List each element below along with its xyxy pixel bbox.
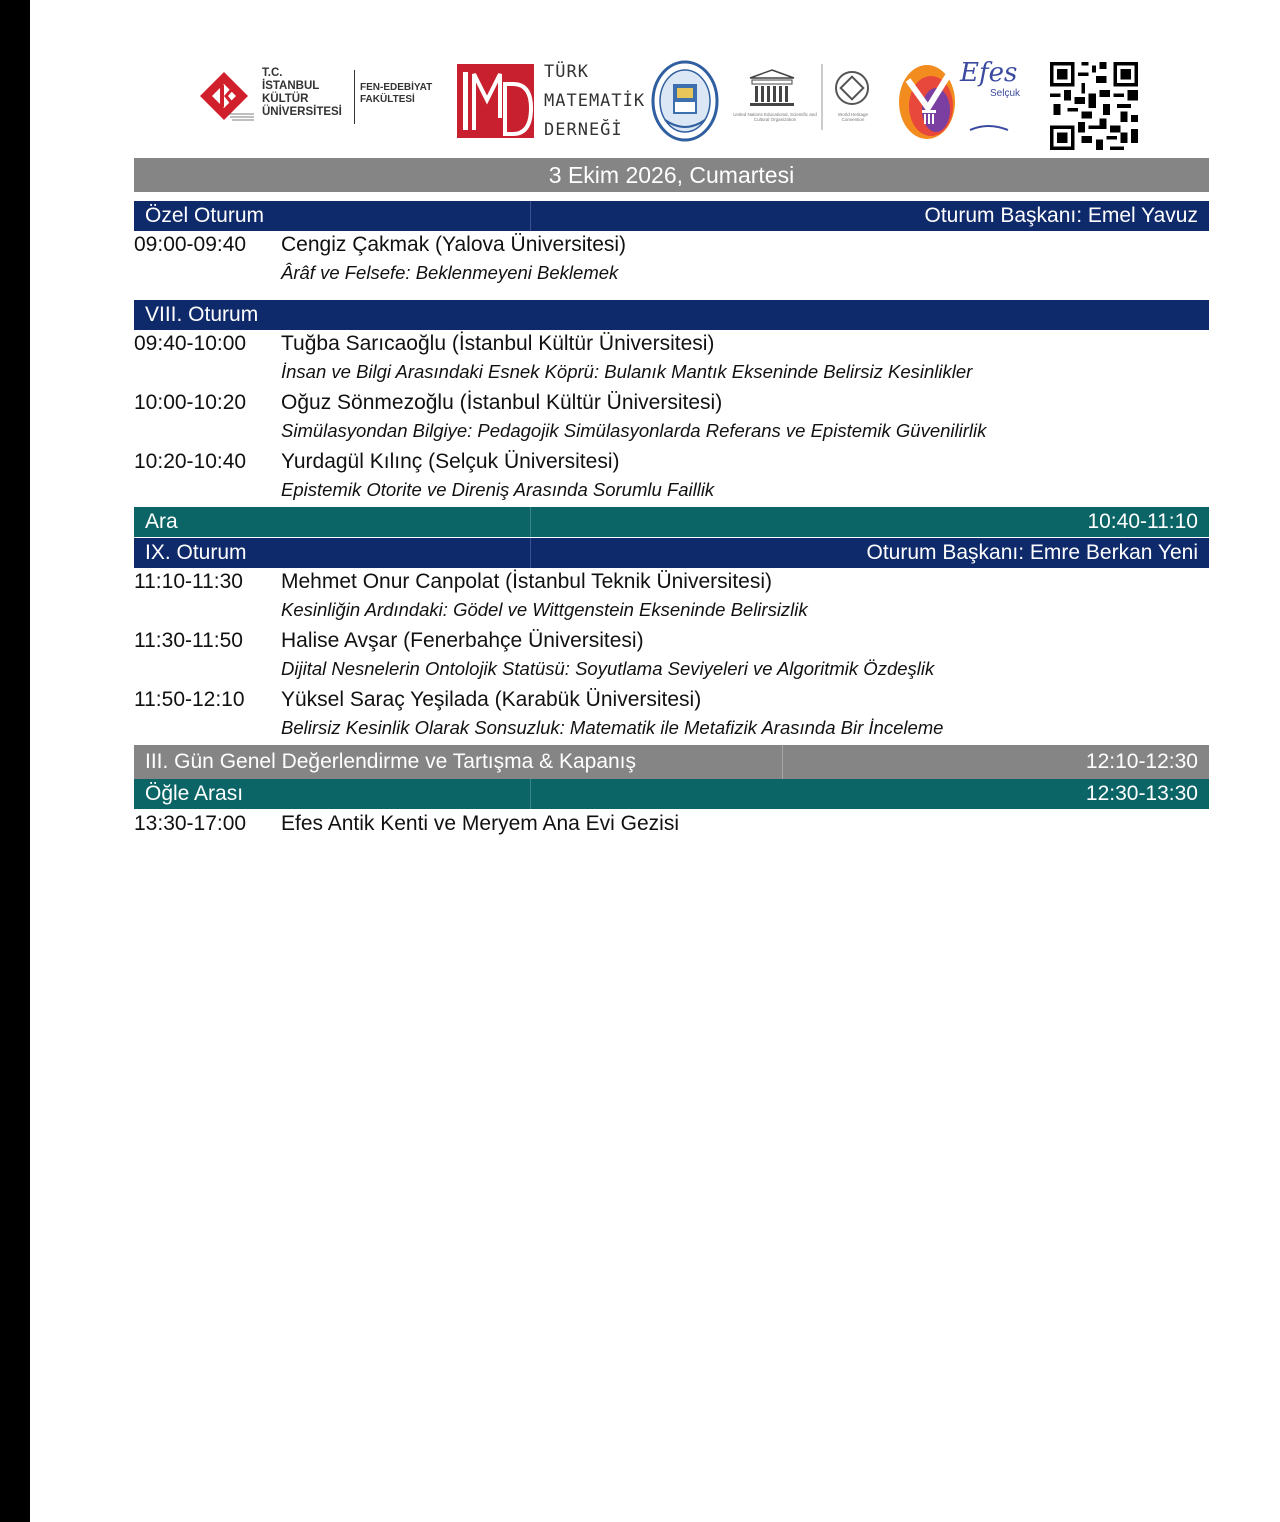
logo-strip <box>30 0 1280 158</box>
excursion-row <box>134 809 1209 839</box>
talk-time: 10:20-10:40 <box>134 450 247 473</box>
excursion-time: 13:30-17:00 <box>134 812 247 835</box>
university-seal-icon <box>651 60 719 142</box>
iku-line2: İSTANBUL <box>262 80 320 92</box>
tmd-logo-text <box>544 58 654 145</box>
iku-line1: T.C. <box>262 67 283 79</box>
talk-row <box>134 568 1209 627</box>
excursion-label: Efes Antik Kenti ve Meryem Ana Evi Gezisi <box>281 812 679 835</box>
iku-logo-mark <box>198 70 256 122</box>
program-page <box>30 0 1280 1522</box>
session-chair: Oturum Başkanı: Emre Berkan Yeni <box>866 541 1198 564</box>
session-header-ix <box>134 538 1209 568</box>
talk-title: Simülasyondan Bilgiye: Pedagojik Simülasyonlarda Referans ve Epistemik Güvenilirlik <box>281 420 987 441</box>
talk-speaker: Tuğba Sarıcaoğlu (İstanbul Kültür Üniversitesi) <box>281 332 715 355</box>
tmd-line1: TÜRK <box>544 62 589 82</box>
talk-row <box>134 448 1209 507</box>
talk-title: Epistemik Otorite ve Direniş Arasında Sorumlu Faillik <box>281 479 715 500</box>
faculty-line1: FEN-EDEBİYAT <box>360 82 433 93</box>
talk-speaker: Mehmet Onur Canpolat (İstanbul Teknik Üniversitesi) <box>281 570 772 593</box>
iku-logo-text <box>262 67 362 119</box>
talk-title: Belirsiz Kesinlik Olarak Sonsuzluk: Matematik ile Metafizik Arasında Bir İnceleme <box>281 717 944 738</box>
talk-time: 10:00-10:20 <box>134 391 247 414</box>
break-time: 10:40-11:10 <box>1087 510 1198 533</box>
talk-time: 11:10-11:30 <box>134 570 243 593</box>
selcuk-logo-text: Selçuk <box>990 88 1021 99</box>
talk-time: 09:00-09:40 <box>134 233 247 256</box>
tmd-logo-mark <box>457 64 534 138</box>
faculty-line2: FAKÜLTESİ <box>360 94 415 105</box>
talk-speaker: Halise Avşar (Fenerbahçe Üniversitesi) <box>281 629 644 652</box>
efes-logo-text: Efes <box>960 58 1018 88</box>
lunch-label: Öğle Arası <box>145 782 244 805</box>
talk-row <box>134 330 1209 389</box>
talk-title: Dijital Nesnelerin Ontolojik Statüsü: Soyutlama Seviyeleri ve Algoritmik Özdeşlik <box>281 658 935 679</box>
break-bar <box>134 507 1209 537</box>
unesco-caption: United Nations Educational, Scientific and Cultural Organization <box>733 112 817 122</box>
session-name: IX. Oturum <box>145 541 247 564</box>
session-header-viii <box>134 300 1209 330</box>
talk-row <box>134 389 1209 448</box>
qr-code-icon[interactable] <box>1050 62 1138 150</box>
session-name: VIII. Oturum <box>145 303 259 326</box>
talk-speaker: Oğuz Sönmezoğlu (İstanbul Kültür Üniversitesi) <box>281 391 723 414</box>
talk-speaker: Yurdagül Kılınç (Selçuk Üniversitesi) <box>281 450 620 473</box>
lunch-time: 12:30-13:30 <box>1085 782 1198 805</box>
program-table <box>134 158 1209 839</box>
talk-row <box>134 686 1209 745</box>
talk-time: 09:40-10:00 <box>134 332 247 355</box>
talk-title: Kesinliğin Ardındaki: Gödel ve Wittgenstein Ekseninde Belirsizlik <box>281 599 808 620</box>
talk-speaker: Yüksel Saraç Yeşilada (Karabük Üniversitesi) <box>281 688 702 711</box>
talk-time: 11:50-12:10 <box>134 688 245 711</box>
iku-line4: ÜNİVERSİTESİ <box>262 106 342 118</box>
session-name: Özel Oturum <box>145 204 265 227</box>
whc-caption: World Heritage Convention <box>838 112 868 122</box>
faculty-logo-text <box>360 82 450 106</box>
closing-time: 12:10-12:30 <box>1085 750 1198 773</box>
iku-line3: KÜLTÜR <box>262 93 309 105</box>
logo-divider <box>354 70 355 124</box>
talk-title: Ârâf ve Felsefe: Beklenmeyeni Beklemek <box>281 262 619 283</box>
session-chair: Oturum Başkanı: Emel Yavuz <box>924 204 1198 227</box>
talk-row <box>134 231 1209 290</box>
closing-label: III. Gün Genel Değerlendirme ve Tartışma & Kapanış <box>145 750 637 773</box>
closing-bar <box>134 745 1209 779</box>
talk-time: 11:30-11:50 <box>134 629 243 652</box>
session-header-ozel <box>134 201 1209 231</box>
talk-row <box>134 627 1209 686</box>
tmd-line3: DERNEĞİ <box>544 120 623 140</box>
talk-title: İnsan ve Bilgi Arasındaki Esnek Köprü: Bulanık Mantık Ekseninde Belirsiz Kesinlikler <box>281 361 973 382</box>
day-header: 3 Ekim 2026, Cumartesi <box>134 158 1209 192</box>
break-label: Ara <box>145 510 178 533</box>
lunch-bar <box>134 779 1209 809</box>
tmd-line2: MATEMATİK <box>544 91 646 111</box>
talk-speaker: Cengiz Çakmak (Yalova Üniversitesi) <box>281 233 627 256</box>
